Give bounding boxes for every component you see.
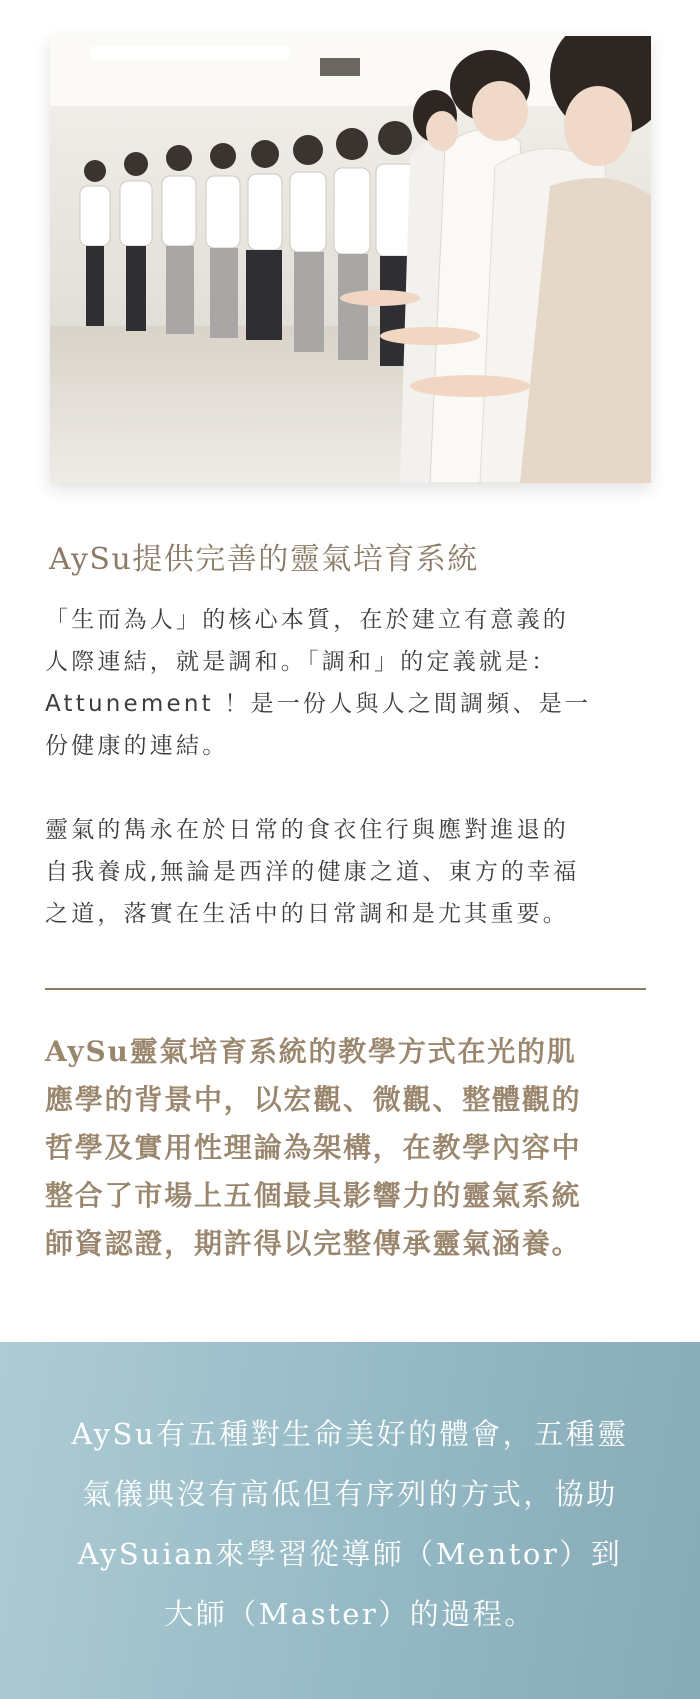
banner-line: AySu有五種對生命美好的體會，五種靈 <box>71 1417 629 1451</box>
paragraph-line: Attunement ！是一份人與人之間調頻、是一 <box>45 691 592 717</box>
paragraph-line: 之道，落實在生活中的日常調和是尤其重要。 <box>45 901 569 927</box>
quote-line: 師資認證，期許得以完整傳承靈氣涵養。 <box>45 1227 582 1260</box>
paragraph-line: 份健康的連結。 <box>45 733 229 759</box>
quote-line: AySu靈氣培育系統的教學方式在光的肌 <box>45 1035 577 1068</box>
paragraph-line: 自我養成,無論是西洋的健康之道、東方的幸福 <box>45 859 580 885</box>
banner-line: 氣儀典沒有高低但有序列的方式，協助 <box>82 1477 618 1511</box>
group-photo-icon <box>50 36 651 483</box>
banner-line: 大師（Master）的過程。 <box>164 1597 536 1631</box>
group-photo <box>50 36 651 483</box>
section-heading: AySu提供完善的靈氣培育系統 <box>49 542 479 577</box>
quote-line: 應學的背景中，以宏觀、微觀、整體觀的 <box>45 1083 582 1116</box>
paragraph-line: 靈氣的雋永在於日常的食衣住行與應對進退的 <box>45 817 569 843</box>
banner-line: AySuian來學習從導師（Mentor）到 <box>77 1537 623 1571</box>
paragraph-line: 人際連結，就是調和。「調和」的定義就是： <box>45 649 558 675</box>
quote-line: 整合了市場上五個最具影響力的靈氣系統 <box>45 1179 582 1212</box>
section-divider <box>45 988 646 990</box>
intro-paragraph <box>45 599 645 767</box>
reiki-paragraph <box>45 809 645 935</box>
teaching-quote <box>45 1028 655 1268</box>
feature-banner <box>0 1342 700 1699</box>
quote-line: 哲學及實用性理論為架構，在教學內容中 <box>45 1131 582 1164</box>
paragraph-line: 「生而為人」的核心本質，在於建立有意義的 <box>45 607 569 633</box>
banner-text <box>20 1404 680 1644</box>
